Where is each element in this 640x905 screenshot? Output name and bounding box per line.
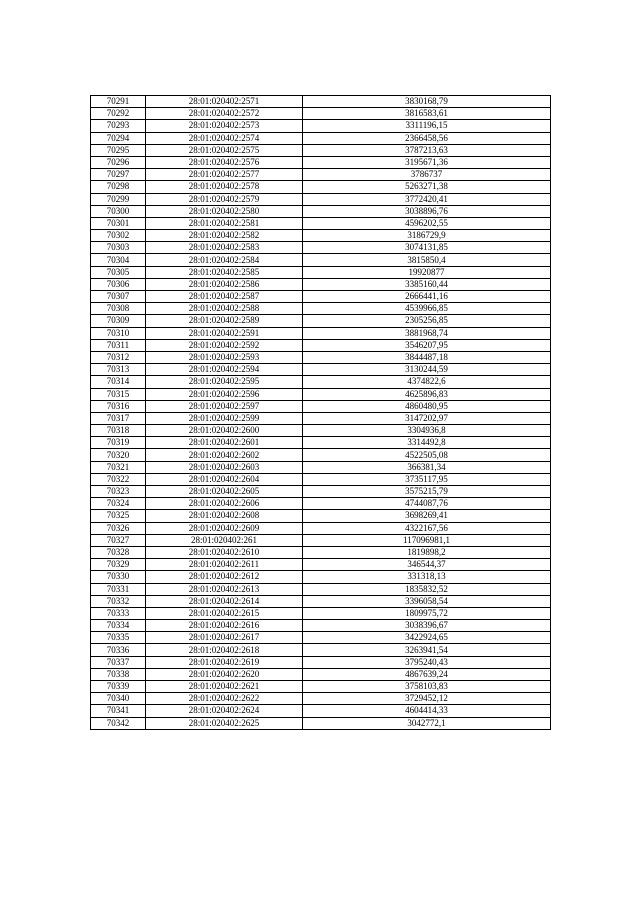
cadastral-number-cell: 28:01:020402:2585 <box>146 266 303 278</box>
row-number-cell: 70328 <box>91 546 146 558</box>
row-number-cell: 70329 <box>91 559 146 571</box>
table-row <box>91 656 551 668</box>
value-cell: 3385160,44 <box>303 278 551 290</box>
cadastral-number-cell: 28:01:020402:2619 <box>146 656 303 668</box>
table-row <box>91 291 551 303</box>
value-cell: 3735117,95 <box>303 473 551 485</box>
cadastral-number-cell: 28:01:020402:2581 <box>146 217 303 229</box>
row-number-cell: 70298 <box>91 181 146 193</box>
value-cell: 4522505,08 <box>303 449 551 461</box>
value-cell: 3186729,9 <box>303 230 551 242</box>
row-number-cell: 70304 <box>91 254 146 266</box>
cadastral-number-cell: 28:01:020402:2617 <box>146 632 303 644</box>
row-number-cell: 70322 <box>91 473 146 485</box>
cadastral-number-cell: 28:01:020402:2583 <box>146 242 303 254</box>
cadastral-number-cell: 28:01:020402:2575 <box>146 144 303 156</box>
value-cell: 1835832,52 <box>303 583 551 595</box>
row-number-cell: 70301 <box>91 217 146 229</box>
row-number-cell: 70312 <box>91 351 146 363</box>
row-number-cell: 70324 <box>91 498 146 510</box>
cadastral-number-cell: 28:01:020402:2616 <box>146 620 303 632</box>
table-row <box>91 266 551 278</box>
table-row <box>91 620 551 632</box>
row-number-cell: 70314 <box>91 376 146 388</box>
value-cell: 4625896,83 <box>303 388 551 400</box>
cadastral-number-cell: 28:01:020402:2618 <box>146 644 303 656</box>
value-cell: 3263941,54 <box>303 644 551 656</box>
table-row <box>91 681 551 693</box>
cadastral-number-cell: 28:01:020402:2584 <box>146 254 303 266</box>
value-cell: 3787213,63 <box>303 144 551 156</box>
value-cell: 3786737 <box>303 169 551 181</box>
table-row <box>91 303 551 315</box>
value-cell: 5263271,38 <box>303 181 551 193</box>
row-number-cell: 70315 <box>91 388 146 400</box>
table-row <box>91 351 551 363</box>
cadastral-number-cell: 28:01:020402:2601 <box>146 437 303 449</box>
cadastral-number-cell: 28:01:020402:2579 <box>146 193 303 205</box>
cadastral-number-cell: 28:01:020402:261 <box>146 534 303 546</box>
table-row <box>91 668 551 680</box>
row-number-cell: 70306 <box>91 278 146 290</box>
cadastral-number-cell: 28:01:020402:2614 <box>146 595 303 607</box>
cadastral-number-cell: 28:01:020402:2592 <box>146 339 303 351</box>
table-row <box>91 242 551 254</box>
table-row <box>91 376 551 388</box>
value-cell: 4604414,33 <box>303 705 551 717</box>
row-number-cell: 70317 <box>91 412 146 424</box>
value-cell: 3830168,79 <box>303 96 551 108</box>
cadastral-number-cell: 28:01:020402:2596 <box>146 388 303 400</box>
row-number-cell: 70332 <box>91 595 146 607</box>
cadastral-number-cell: 28:01:020402:2573 <box>146 120 303 132</box>
row-number-cell: 70316 <box>91 400 146 412</box>
table-body <box>91 96 551 730</box>
value-cell: 3396058,54 <box>303 595 551 607</box>
cadastral-number-cell: 28:01:020402:2587 <box>146 291 303 303</box>
value-cell: 3038896,76 <box>303 205 551 217</box>
value-cell: 366381,34 <box>303 461 551 473</box>
value-cell: 2666441,16 <box>303 291 551 303</box>
cadastral-number-cell: 28:01:020402:2625 <box>146 717 303 729</box>
row-number-cell: 70299 <box>91 193 146 205</box>
value-cell: 3698269,41 <box>303 510 551 522</box>
value-cell: 3575215,79 <box>303 486 551 498</box>
row-number-cell: 70337 <box>91 656 146 668</box>
table-row <box>91 339 551 351</box>
table-row <box>91 230 551 242</box>
row-number-cell: 70339 <box>91 681 146 693</box>
table-row <box>91 120 551 132</box>
cadastral-number-cell: 28:01:020402:2578 <box>146 181 303 193</box>
cadastral-number-cell: 28:01:020402:2595 <box>146 376 303 388</box>
table-row <box>91 412 551 424</box>
cadastral-number-cell: 28:01:020402:2576 <box>146 156 303 168</box>
table-row <box>91 437 551 449</box>
row-number-cell: 70311 <box>91 339 146 351</box>
row-number-cell: 70319 <box>91 437 146 449</box>
cadastral-number-cell: 28:01:020402:2571 <box>146 96 303 108</box>
value-cell: 3844487,18 <box>303 351 551 363</box>
row-number-cell: 70325 <box>91 510 146 522</box>
value-cell: 4867639,24 <box>303 668 551 680</box>
table-row <box>91 96 551 108</box>
table-row <box>91 254 551 266</box>
value-cell: 3772420,41 <box>303 193 551 205</box>
value-cell: 346544,37 <box>303 559 551 571</box>
value-cell: 1809975,72 <box>303 607 551 619</box>
table-row <box>91 595 551 607</box>
table-row <box>91 205 551 217</box>
value-cell: 3815850,4 <box>303 254 551 266</box>
cadastral-number-cell: 28:01:020402:2611 <box>146 559 303 571</box>
table-row <box>91 693 551 705</box>
table-row <box>91 156 551 168</box>
table-row <box>91 278 551 290</box>
value-cell: 3042772,1 <box>303 717 551 729</box>
cadastral-number-cell: 28:01:020402:2589 <box>146 315 303 327</box>
value-cell: 3729452,12 <box>303 693 551 705</box>
table-row <box>91 546 551 558</box>
cadastral-number-cell: 28:01:020402:2608 <box>146 510 303 522</box>
row-number-cell: 70308 <box>91 303 146 315</box>
row-number-cell: 70326 <box>91 522 146 534</box>
row-number-cell: 70336 <box>91 644 146 656</box>
table-row <box>91 388 551 400</box>
table-row <box>91 400 551 412</box>
cadastral-number-cell: 28:01:020402:2572 <box>146 108 303 120</box>
row-number-cell: 70333 <box>91 607 146 619</box>
value-cell: 1819898,2 <box>303 546 551 558</box>
table-row <box>91 461 551 473</box>
value-cell: 3881968,74 <box>303 327 551 339</box>
table-row <box>91 571 551 583</box>
table-row <box>91 717 551 729</box>
table-row <box>91 559 551 571</box>
row-number-cell: 70291 <box>91 96 146 108</box>
value-cell: 4539966,85 <box>303 303 551 315</box>
row-number-cell: 70300 <box>91 205 146 217</box>
cadastral-number-cell: 28:01:020402:2574 <box>146 132 303 144</box>
cadastral-number-cell: 28:01:020402:2624 <box>146 705 303 717</box>
value-cell: 3795240,43 <box>303 656 551 668</box>
cadastral-number-cell: 28:01:020402:2593 <box>146 351 303 363</box>
cadastral-number-cell: 28:01:020402:2580 <box>146 205 303 217</box>
table-row <box>91 607 551 619</box>
row-number-cell: 70323 <box>91 486 146 498</box>
value-cell: 3130244,59 <box>303 364 551 376</box>
row-number-cell: 70302 <box>91 230 146 242</box>
row-number-cell: 70307 <box>91 291 146 303</box>
value-cell: 331318,13 <box>303 571 551 583</box>
row-number-cell: 70330 <box>91 571 146 583</box>
row-number-cell: 70292 <box>91 108 146 120</box>
table-row <box>91 425 551 437</box>
table-row <box>91 327 551 339</box>
table-row <box>91 217 551 229</box>
row-number-cell: 70295 <box>91 144 146 156</box>
table-row <box>91 449 551 461</box>
cadastral-number-cell: 28:01:020402:2615 <box>146 607 303 619</box>
row-number-cell: 70313 <box>91 364 146 376</box>
value-cell: 3758103,83 <box>303 681 551 693</box>
row-number-cell: 70309 <box>91 315 146 327</box>
cadastral-number-cell: 28:01:020402:2613 <box>146 583 303 595</box>
value-cell: 3074131,85 <box>303 242 551 254</box>
table-row <box>91 498 551 510</box>
value-cell: 2305256,85 <box>303 315 551 327</box>
row-number-cell: 70310 <box>91 327 146 339</box>
row-number-cell: 70338 <box>91 668 146 680</box>
value-cell: 3195671,36 <box>303 156 551 168</box>
value-cell: 3304936,8 <box>303 425 551 437</box>
cadastral-number-cell: 28:01:020402:2597 <box>146 400 303 412</box>
table-row <box>91 108 551 120</box>
value-cell: 4744087,76 <box>303 498 551 510</box>
cadastral-number-cell: 28:01:020402:2621 <box>146 681 303 693</box>
cadastral-number-cell: 28:01:020402:2594 <box>146 364 303 376</box>
row-number-cell: 70296 <box>91 156 146 168</box>
cadastral-number-cell: 28:01:020402:2577 <box>146 169 303 181</box>
value-cell: 3311196,15 <box>303 120 551 132</box>
table-row <box>91 169 551 181</box>
table-row <box>91 632 551 644</box>
cadastral-number-cell: 28:01:020402:2600 <box>146 425 303 437</box>
value-cell: 3038396,67 <box>303 620 551 632</box>
table-row <box>91 193 551 205</box>
row-number-cell: 70331 <box>91 583 146 595</box>
value-cell: 2366458,56 <box>303 132 551 144</box>
row-number-cell: 70293 <box>91 120 146 132</box>
table-row <box>91 132 551 144</box>
row-number-cell: 70342 <box>91 717 146 729</box>
table-row <box>91 181 551 193</box>
row-number-cell: 70335 <box>91 632 146 644</box>
cadastral-number-cell: 28:01:020402:2582 <box>146 230 303 242</box>
table-row <box>91 583 551 595</box>
cadastral-number-cell: 28:01:020402:2606 <box>146 498 303 510</box>
row-number-cell: 70327 <box>91 534 146 546</box>
table-row <box>91 486 551 498</box>
row-number-cell: 70297 <box>91 169 146 181</box>
table-row <box>91 705 551 717</box>
value-cell: 117096981,1 <box>303 534 551 546</box>
table-row <box>91 534 551 546</box>
cadastral-value-table <box>90 95 551 730</box>
table-row <box>91 522 551 534</box>
table-row <box>91 473 551 485</box>
row-number-cell: 70320 <box>91 449 146 461</box>
cadastral-number-cell: 28:01:020402:2605 <box>146 486 303 498</box>
table-row <box>91 144 551 156</box>
cadastral-number-cell: 28:01:020402:2603 <box>146 461 303 473</box>
cadastral-number-cell: 28:01:020402:2591 <box>146 327 303 339</box>
value-cell: 4596202,55 <box>303 217 551 229</box>
row-number-cell: 70318 <box>91 425 146 437</box>
table-row <box>91 364 551 376</box>
value-cell: 3546207,95 <box>303 339 551 351</box>
cadastral-number-cell: 28:01:020402:2610 <box>146 546 303 558</box>
cadastral-number-cell: 28:01:020402:2612 <box>146 571 303 583</box>
row-number-cell: 70294 <box>91 132 146 144</box>
value-cell: 19920877 <box>303 266 551 278</box>
cadastral-number-cell: 28:01:020402:2604 <box>146 473 303 485</box>
cadastral-number-cell: 28:01:020402:2586 <box>146 278 303 290</box>
value-cell: 4860480,95 <box>303 400 551 412</box>
cadastral-number-cell: 28:01:020402:2609 <box>146 522 303 534</box>
row-number-cell: 70305 <box>91 266 146 278</box>
row-number-cell: 70303 <box>91 242 146 254</box>
table-row <box>91 510 551 522</box>
row-number-cell: 70340 <box>91 693 146 705</box>
cadastral-number-cell: 28:01:020402:2588 <box>146 303 303 315</box>
cadastral-number-cell: 28:01:020402:2622 <box>146 693 303 705</box>
cadastral-number-cell: 28:01:020402:2620 <box>146 668 303 680</box>
cadastral-number-cell: 28:01:020402:2602 <box>146 449 303 461</box>
row-number-cell: 70321 <box>91 461 146 473</box>
table-row <box>91 315 551 327</box>
row-number-cell: 70334 <box>91 620 146 632</box>
value-cell: 3147202,97 <box>303 412 551 424</box>
row-number-cell: 70341 <box>91 705 146 717</box>
value-cell: 3816583,61 <box>303 108 551 120</box>
table-row <box>91 644 551 656</box>
value-cell: 3314492,8 <box>303 437 551 449</box>
cadastral-number-cell: 28:01:020402:2599 <box>146 412 303 424</box>
value-cell: 3422924,65 <box>303 632 551 644</box>
value-cell: 4322167,56 <box>303 522 551 534</box>
value-cell: 4374822,6 <box>303 376 551 388</box>
